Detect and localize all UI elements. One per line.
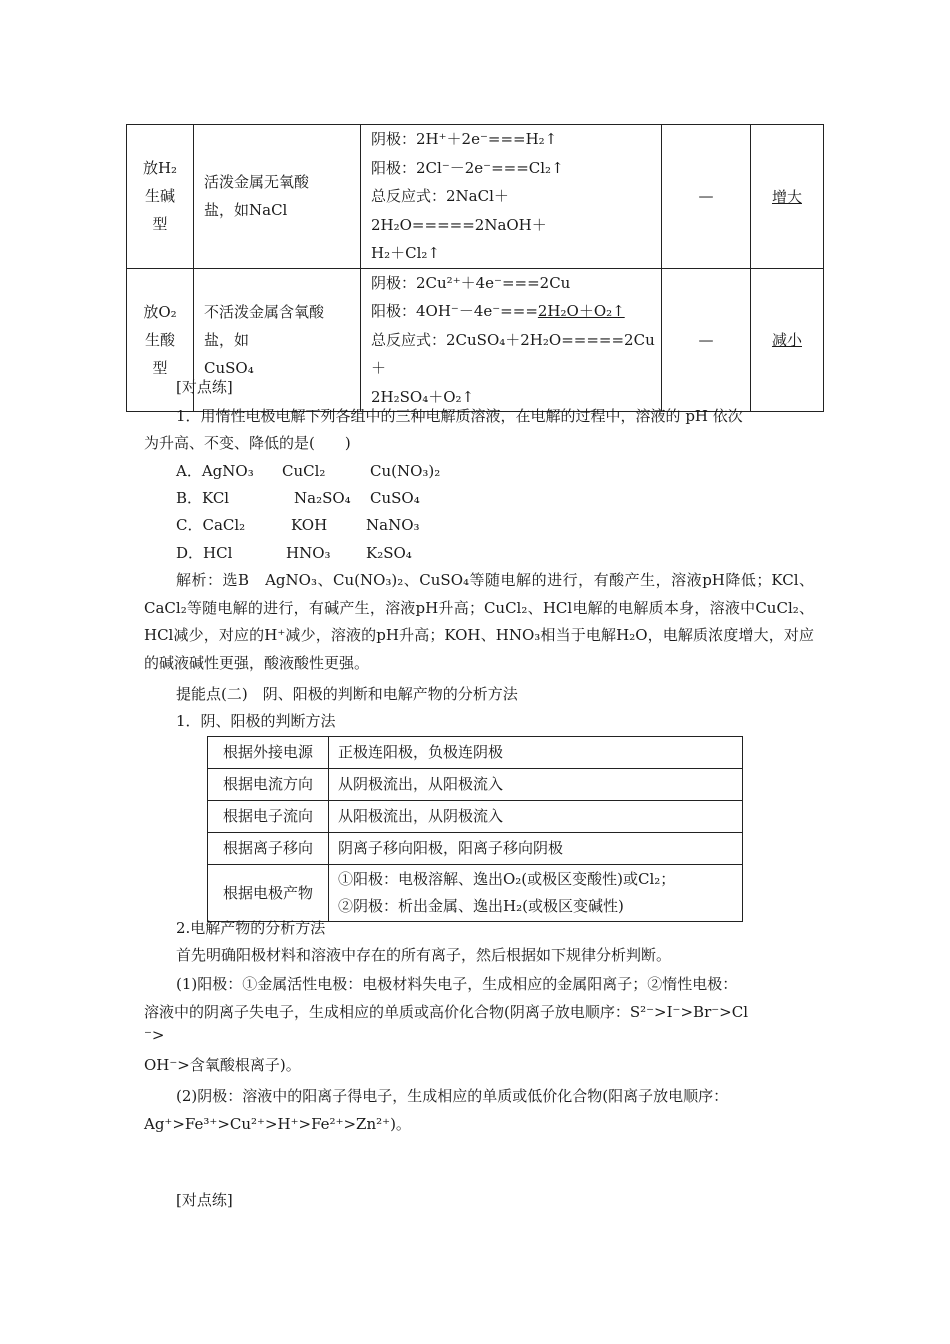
option-c: Cu(NO₃)₂ <box>370 462 441 480</box>
option-b: CuCl₂ <box>282 462 326 480</box>
analysis-paragraph: 解析：选B AgNO₃、Cu(NO₃)₂、CuSO₄等随电解的进行，有酸产生，溶液pH降低；KCl、CaCl₂等随电解的进行，有碱产生，溶液pH升高；CuCl₂、HCl电解的电解质本身，溶液中CuCl₂、HCl减少，对应的H⁺减少，溶液的pH升高；KOH、HNO₃相当于电解H₂O，电解质浓度增大，对应的碱液碱性更强，酸液酸性更强。 <box>144 571 814 672</box>
anode-rule-line: 溶液中的阴离子失电子，生成相应的单质或高价化合物(阴离子放电顺序：S²⁻>I⁻>Br⁻>Cl <box>144 1003 748 1021</box>
example-line: 不活泼金属含氧酸 <box>204 302 325 321</box>
example-cell <box>194 125 361 269</box>
dash-cell: — <box>662 268 751 412</box>
option-b: Na₂SO₄ <box>294 489 351 507</box>
subsection-title: 1．阴、阳极的判断方法 <box>176 712 336 730</box>
option-label: B．KCl <box>176 489 230 507</box>
total-reaction-cont: H₂＋Cl₂↑ <box>371 244 440 262</box>
anode-rule-line: OH⁻>含氧酸根离子)。 <box>144 1056 301 1074</box>
table-row <box>208 737 743 769</box>
option-b: HNO₃ <box>286 544 331 562</box>
example-line: 盐，如 <box>204 330 250 349</box>
total-reaction-cont: 2H₂SO₄＋O₂↑ <box>371 387 475 406</box>
cathode-reaction: 阴极：2Cu²⁺＋4e⁻===2Cu <box>371 273 571 292</box>
method-value: 阴离子移向阳极，阳离子移向阴极 <box>329 833 743 865</box>
section-heading: 提能点(二) 阴、阳极的判断和电解产物的分析方法 <box>176 685 518 703</box>
type-line: 型 <box>152 215 168 234</box>
method-key: 根据电极产物 <box>208 865 329 922</box>
type-line: 型 <box>152 358 168 377</box>
option-d <box>176 542 412 563</box>
method-value <box>329 865 743 922</box>
total-reaction: 总反应式：2NaCl＋2H₂O=====2NaOH＋ <box>371 187 547 234</box>
method-key: 根据离子移向 <box>208 833 329 865</box>
anode-product: 2H₂O＋O₂↑ <box>537 302 625 320</box>
practice-heading: [对点练] <box>176 1191 233 1209</box>
reaction-cell <box>361 125 662 269</box>
table-row <box>208 833 743 865</box>
option-c: K₂SO₄ <box>366 544 412 562</box>
anode-reaction-text: 阳极：4OH⁻－4e⁻=== <box>371 302 538 320</box>
judge-method-table <box>207 736 743 922</box>
method-value: 正极连阳极，负极连阴极 <box>329 737 743 769</box>
type-line: 生碱 <box>144 187 175 206</box>
table-row <box>208 865 743 922</box>
question-line: 1．用惰性电极电解下列各组中的三种电解质溶液，在电解的过程中，溶液的 pH 依次 <box>176 407 743 425</box>
table-row <box>127 125 824 269</box>
option-b: KOH <box>291 516 328 534</box>
method-value: 从阳极流出，从阴极流入 <box>329 801 743 833</box>
method-value: 从阴极流出，从阳极流入 <box>329 769 743 801</box>
example-line: 盐，如NaCl <box>204 201 288 220</box>
type-line: 放H₂ <box>142 159 178 178</box>
option-c: CuSO₄ <box>370 489 420 507</box>
dash-cell: — <box>662 125 751 269</box>
option-label: D．HCl <box>176 544 233 562</box>
anode-reaction <box>371 297 661 326</box>
method-key: 根据电流方向 <box>208 769 329 801</box>
option-a <box>176 460 440 481</box>
practice-heading: [对点练] <box>176 378 233 396</box>
cathode-rule-line: Ag⁺>Fe³⁺>Cu²⁺>H⁺>Fe²⁺>Zn²⁺)。 <box>144 1115 411 1133</box>
subsection-title: 2.电解产物的分析方法 <box>176 919 326 937</box>
ph-change-cell <box>751 268 824 412</box>
method-key: 根据外接电源 <box>208 737 329 769</box>
type-line: 放O₂ <box>143 302 177 321</box>
ph-change-cell <box>751 125 824 269</box>
table-row <box>208 801 743 833</box>
cathode-product-text: ②阴极：析出金属、逸出H₂(或极区变碱性) <box>338 897 624 915</box>
example-line: CuSO₄ <box>204 358 254 377</box>
method-key: 根据电子流向 <box>208 801 329 833</box>
anode-rule-line: (1)阳极：①金属活性电极：电极材料失电子，生成相应的金属阳离子；②惰性电极： <box>176 975 738 993</box>
option-c <box>176 514 420 535</box>
example-line: 活泼金属无氧酸 <box>204 173 310 192</box>
option-b <box>176 487 420 508</box>
anode-rule-line: ⁻> <box>144 1026 165 1044</box>
anode-reaction: 阳极：2Cl⁻－2e⁻===Cl₂↑ <box>371 158 564 177</box>
ph-change: 减小 <box>771 331 802 350</box>
ph-change: 增大 <box>771 187 802 206</box>
intro-line: 首先明确阳极材料和溶液中存在的所有离子，然后根据如下规律分析判断。 <box>176 946 672 964</box>
cathode-reaction: 阴极：2H⁺＋2e⁻===H₂↑ <box>371 130 558 148</box>
option-label: A．AgNO₃ <box>176 462 254 480</box>
electrolysis-type-table <box>126 124 824 412</box>
cathode-rule-line: (2)阴极：溶液中的阳离子得电子，生成相应的单质或低价化合物(阳离子放电顺序： <box>176 1087 729 1105</box>
option-c: NaNO₃ <box>366 516 420 534</box>
reaction-cell <box>361 268 662 412</box>
table-row <box>208 769 743 801</box>
anode-product-text: ①阳极：电极溶解、逸出O₂(或极区变酸性)或Cl₂； <box>338 870 676 888</box>
question-line: 为升高、不变、降低的是( ) <box>144 434 351 452</box>
type-cell <box>127 125 194 269</box>
option-label: C．CaCl₂ <box>176 516 246 534</box>
type-line: 生酸 <box>144 330 175 349</box>
total-reaction: 总反应式：2CuSO₄＋2H₂O=====2Cu＋ <box>371 330 655 377</box>
